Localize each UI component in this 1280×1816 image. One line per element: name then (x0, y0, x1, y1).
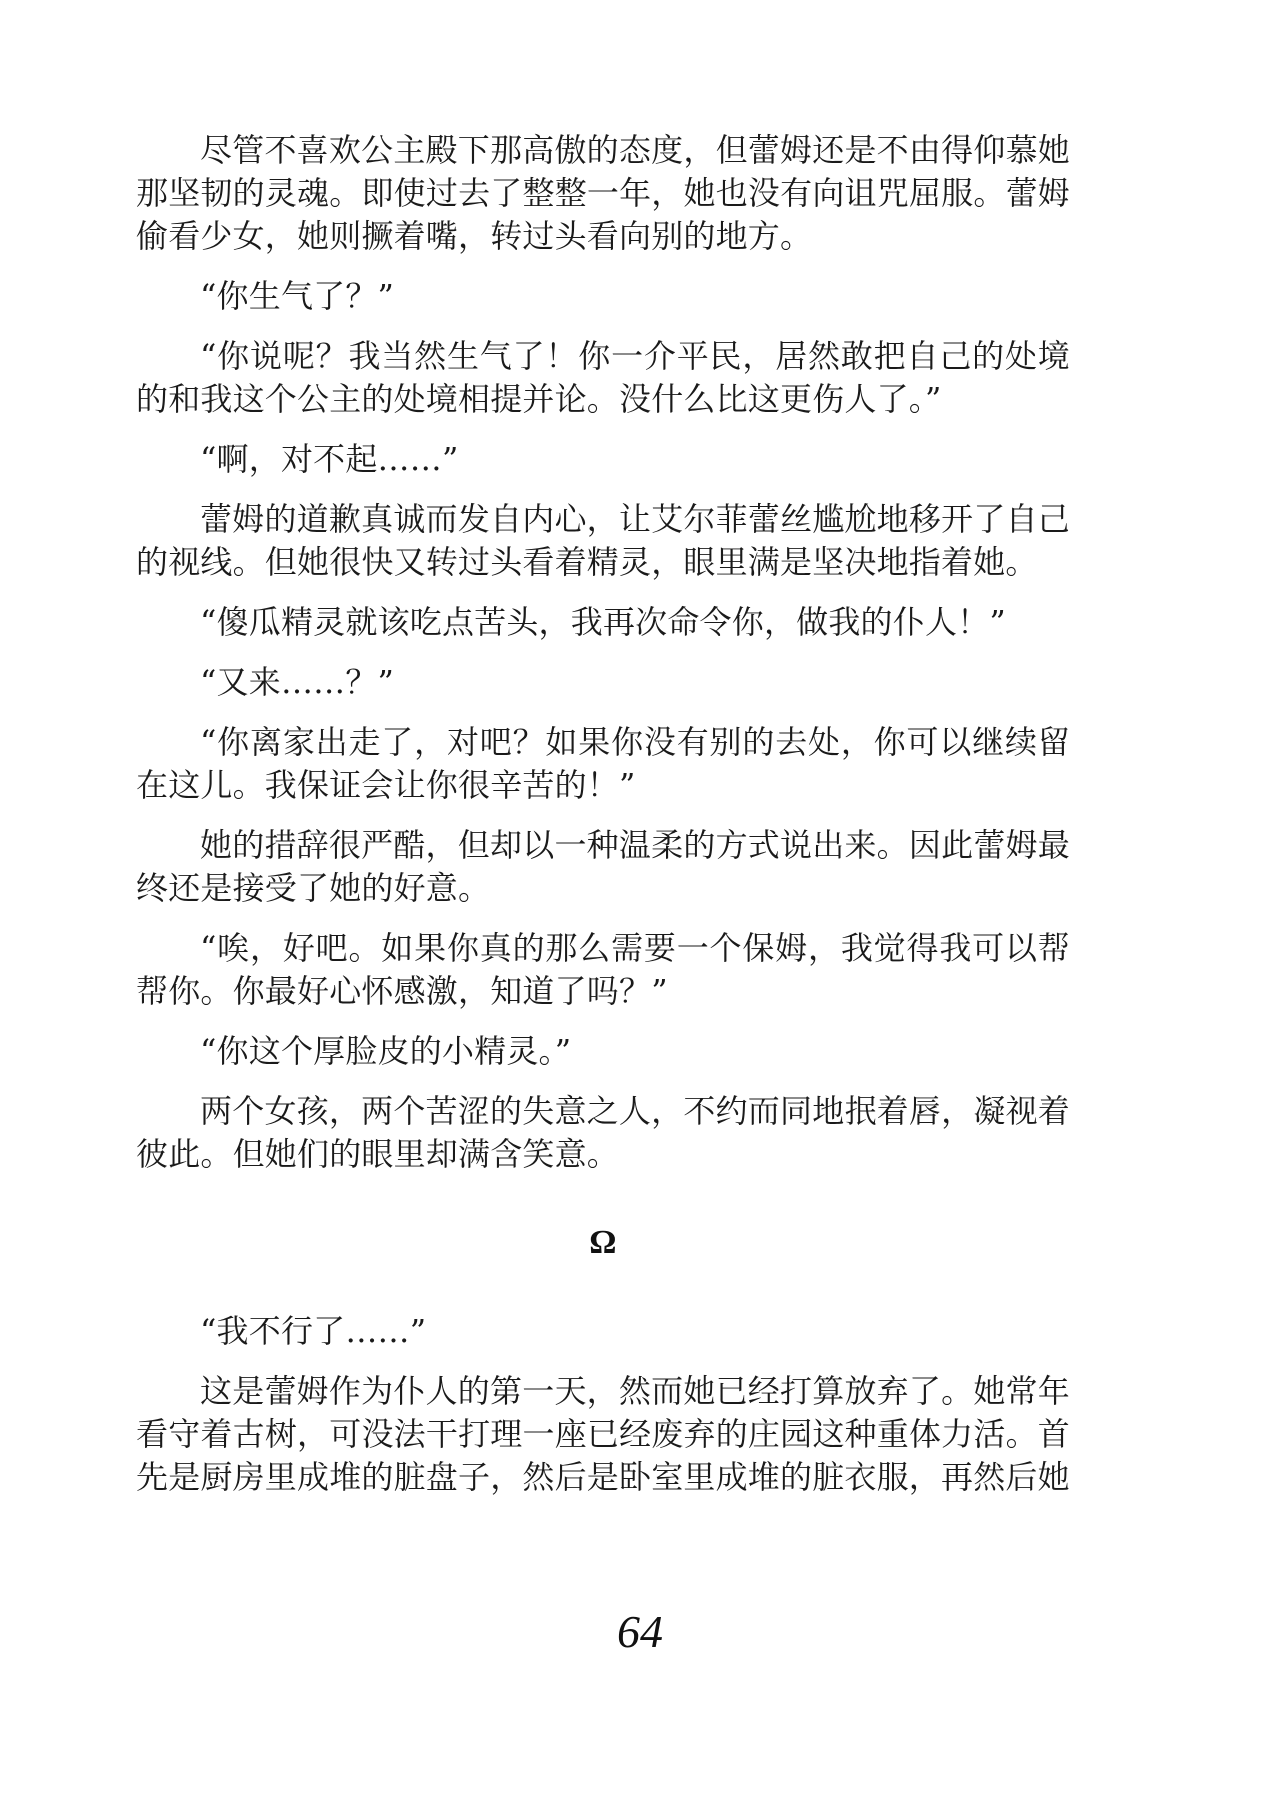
paragraph: 两个女孩，两个苦涩的失意之人，不约而同地抿着唇，凝视着彼此。但她们的眼里却满含笑意。 (136, 1092, 1070, 1173)
paragraph: “你生气了？” (200, 277, 395, 315)
paragraph: “你离家出走了，对吧？如果你没有别的去处，你可以继续留在这儿。我保证会让你很辛苦的！” (136, 723, 1070, 804)
paragraph: “啊，对不起……” (200, 440, 459, 478)
paragraph: “又来……？” (200, 663, 395, 701)
paragraph: “我不行了……” (200, 1312, 427, 1350)
paragraph: “傻瓜精灵就该吃点苦头，我再次命令你，做我的仆人！” (200, 603, 1006, 641)
paragraph: “你这个厚脸皮的小精灵。” (200, 1032, 572, 1070)
section-divider: Ω (589, 1224, 617, 1261)
paragraph: 尽管不喜欢公主殿下那高傲的态度，但蕾姆还是不由得仰慕她那坚韧的灵魂。即使过去了整整一年，她也没有向诅咒屈服。蕾姆偷看少女，她则撅着嘴，转过头看向别的地方。 (136, 131, 1070, 255)
paragraph: 蕾姆的道歉真诚而发自内心，让艾尔菲蕾丝尴尬地移开了自己的视线。但她很快又转过头看着精灵，眼里满是坚决地指着她。 (136, 500, 1070, 581)
page-number: 64 (617, 1606, 663, 1657)
paragraph: 这是蕾姆作为仆人的第一天，然而她已经打算放弃了。她常年看守着古树，可没法干打理一座已经废弃的庄园这种重体力活。首先是厨房里成堆的脏盘子，然后是卧室里成堆的脏衣服，再然后她 (136, 1372, 1070, 1496)
paragraph: 她的措辞很严酷，但却以一种温柔的方式说出来。因此蕾姆最终还是接受了她的好意。 (136, 826, 1070, 907)
paragraph: “你说呢？我当然生气了！你一介平民，居然敢把自己的处境的和我这个公主的处境相提并论。没什么比这更伤人了。” (136, 337, 1070, 418)
paragraph: “唉，好吧。如果你真的那么需要一个保姆，我觉得我可以帮帮你。你最好心怀感激，知道了吗？” (136, 929, 1070, 1010)
page-body (136, 129, 1070, 1516)
